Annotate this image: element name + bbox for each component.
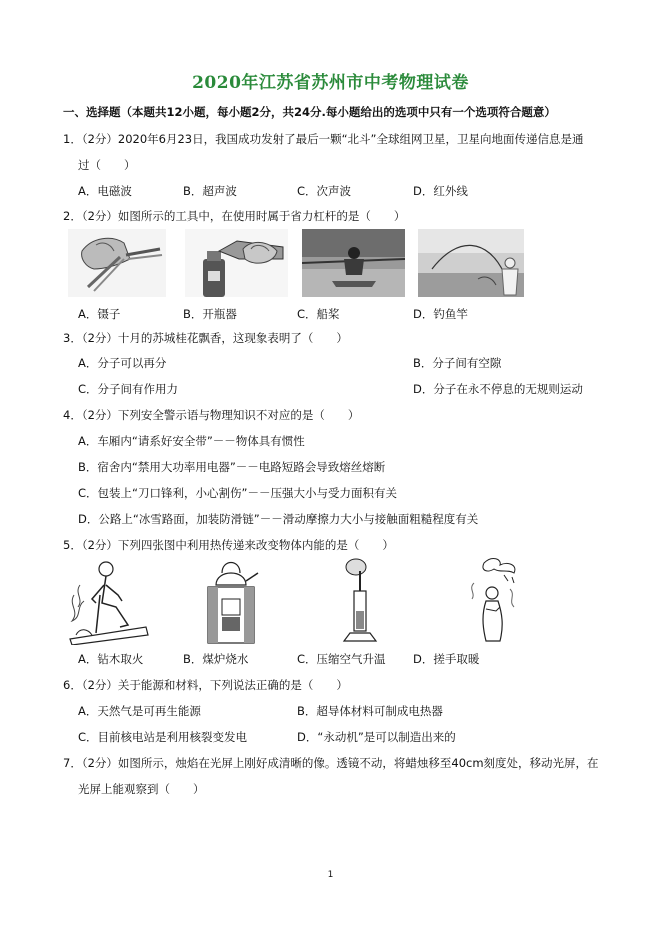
- q1-option-b: B．超声波: [183, 184, 237, 198]
- compressed-air-cylinder-image: [336, 555, 384, 645]
- section-heading: 一、选择题（本题共12小题，每小题2分，共24分.每小题给出的选项中只有一个选项符合题意）: [63, 105, 556, 119]
- page-number: 1: [327, 870, 334, 880]
- q1-option-c: C．次声波: [297, 184, 352, 198]
- page-title: 2020年江苏省苏州市中考物理试卷: [192, 73, 469, 93]
- q3-stem: 3．（2分）十月的苏城桂花飘香，这现象表明了（ ）: [63, 331, 348, 345]
- q2-option-d: D．钓鱼竿: [413, 307, 468, 321]
- tweezers-image: [68, 229, 166, 297]
- q5-option-c: C．压缩空气升温: [297, 652, 386, 666]
- q7-stem-line1: 7．（2分）如图所示，烛焰在光屏上刚好成清晰的像。透镜不动，将蜡烛移至40cm刻度处，移动光屏，在: [63, 756, 599, 770]
- q2-option-c: C．船桨: [297, 307, 340, 321]
- q6-stem: 6．（2分）关于能源和材料，下列说法正确的是（ ）: [63, 678, 348, 692]
- q2-option-a: A．镊子: [78, 307, 121, 321]
- q4-option-b: B．宿舍内“禁用大功率用电器”－－电路短路会导致熔丝熔断: [78, 460, 386, 474]
- q5-option-a: A．钻木取火: [78, 652, 144, 666]
- q1-stem-line2: 过（ ）: [78, 158, 136, 172]
- q6-option-d: D．“永动机”是可以制造出来的: [297, 730, 456, 744]
- q2-option-b: B．开瓶器: [183, 307, 237, 321]
- q3-option-b: B．分子间有空隙: [413, 356, 502, 370]
- q3-option-a: A．分子可以再分: [78, 356, 167, 370]
- fishing-rod-image: [418, 229, 524, 297]
- rubbing-hands-image: [464, 553, 526, 645]
- q5-stem: 5．（2分）下列四张图中利用热传递来改变物体内能的是（ ）: [63, 538, 394, 552]
- q3-option-c: C．分子间有作用力: [78, 382, 179, 396]
- drilling-wood-fire-image: [66, 555, 152, 645]
- q4-option-c: C．包装上“刀口锋利，小心割伤”－－压强大小与受力面积有关: [78, 486, 397, 500]
- q4-option-a: A．车厢内“请系好安全带”－－物体具有惯性: [78, 434, 305, 448]
- q5-option-b: B．煤炉烧水: [183, 652, 249, 666]
- q1-option-a: A．电磁波: [78, 184, 132, 198]
- q3-option-d: D．分子在永不停息的无规则运动: [413, 382, 583, 396]
- bottle-opener-image: [185, 229, 288, 297]
- q6-option-a: A．天然气是可再生能源: [78, 704, 201, 718]
- q4-option-d: D．公路上“冰雪路面，加装防滑链”－－滑动摩擦力大小与接触面粗糙程度有关: [78, 512, 479, 526]
- q1-stem-line1: 1．（2分）2020年6月23日，我国成功发射了最后一颗“北斗”全球组网卫星，卫星向地面传递信息是通: [63, 132, 584, 146]
- q2-stem: 2．（2分）如图所示的工具中，在使用时属于省力杠杆的是（ ）: [63, 209, 406, 223]
- q5-option-d: D．搓手取暖: [413, 652, 480, 666]
- q6-option-b: B．超导体材料可制成电热器: [297, 704, 443, 718]
- q1-option-d: D．红外线: [413, 184, 468, 198]
- q4-stem: 4．（2分）下列安全警示语与物理知识不对应的是（ ）: [63, 408, 360, 422]
- coal-stove-kettle-image: [200, 555, 262, 645]
- q6-option-c: C．目前核电站是利用核裂变发电: [78, 730, 248, 744]
- oars-image: [302, 229, 405, 297]
- q7-stem-line2: 光屏上能观察到（ ）: [78, 782, 205, 796]
